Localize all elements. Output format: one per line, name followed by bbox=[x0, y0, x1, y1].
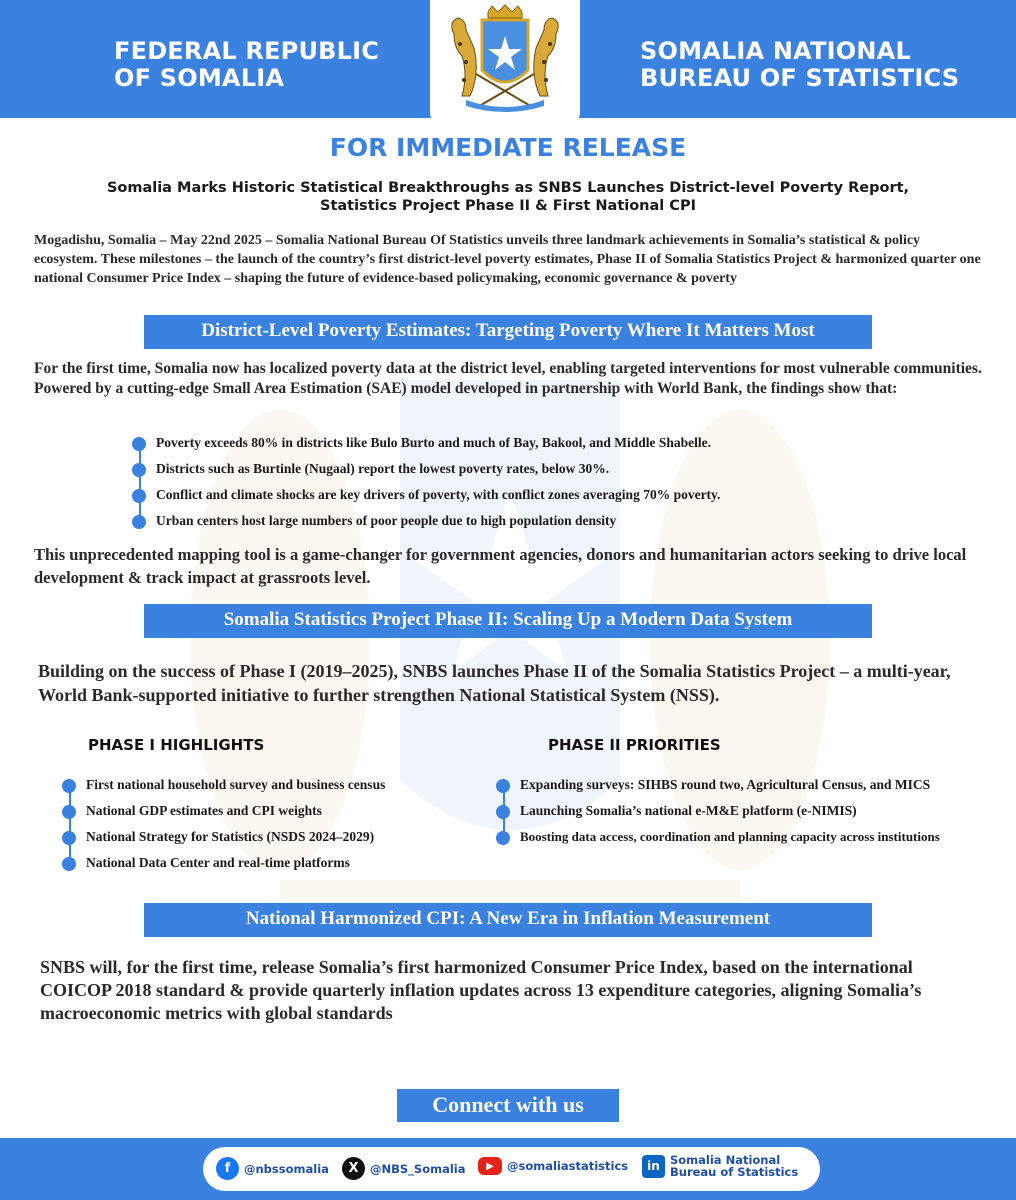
phase1-heading: PHASE I HIGHLIGHTS bbox=[88, 736, 265, 754]
youtube-handle: @somaliastatistics bbox=[507, 1159, 629, 1173]
bullet-text: First national household survey and business census bbox=[86, 777, 386, 792]
linkedin-name bbox=[670, 1154, 798, 1178]
section1-title: District-Level Poverty Estimates: Targeting Poverty Where It Matters Most bbox=[144, 315, 872, 349]
linkedin-icon: in bbox=[642, 1155, 665, 1178]
header-left-line2: OF SOMALIA bbox=[114, 64, 285, 92]
bullet-text: Launching Somalia’s national e-M&E platform (e-NIMIS) bbox=[520, 803, 857, 818]
bullet-text: Urban centers host large numbers of poor people due to high population density bbox=[156, 513, 617, 528]
youtube-link[interactable] bbox=[478, 1157, 628, 1175]
bullet-dot-icon bbox=[132, 515, 146, 529]
youtube-icon: ▶ bbox=[478, 1157, 502, 1175]
phase2-heading: PHASE II PRIORITIES bbox=[548, 736, 721, 754]
facebook-handle: @nbssomalia bbox=[244, 1161, 329, 1176]
section2-paragraph: Building on the success of Phase I (2019–2025), SNBS launches Phase II of the Somalia Statistics Project – a multi-year, World Bank-supported initiative to further strengthen National Statistical System (NSS). bbox=[38, 661, 951, 705]
list-item bbox=[132, 508, 952, 534]
list-item bbox=[132, 430, 952, 456]
bullet-text: Expanding surveys: SIHBS round two, Agricultural Census, and MICS bbox=[520, 777, 931, 792]
section1-closing: This unprecedented mapping tool is a game-changer for government agencies, donors and humanitarian actors seeking to drive local development & track impact at grassroots level. bbox=[34, 545, 967, 587]
header-right-title bbox=[640, 38, 959, 92]
section2-title: Somalia Statistics Project Phase II: Scaling Up a Modern Data System bbox=[144, 604, 872, 638]
section1-paragraph: For the first time, Somalia now has localized poverty data at the district level, enabling targeted interventions for most vulnerable communities. Powered by a cutting-edge Small Area Estimation (SAE) model developed in partnership with World Bank, the findings show that: bbox=[34, 360, 982, 397]
bullet-dot-icon bbox=[62, 831, 76, 845]
list-item bbox=[132, 482, 952, 508]
bullet-dot-icon bbox=[496, 779, 510, 793]
list-item bbox=[132, 456, 952, 482]
bullet-dot-icon bbox=[62, 805, 76, 819]
x-icon: X bbox=[342, 1157, 365, 1180]
header-right-line1: SOMALIA NATIONAL bbox=[640, 37, 911, 65]
list-item bbox=[62, 850, 482, 876]
linkedin-line2: Bureau of Statistics bbox=[670, 1165, 799, 1179]
headline-line1: Somalia Marks Historic Statistical Breakthroughs as SNBS Launches District-level Poverty Report, bbox=[106, 180, 910, 196]
list-item bbox=[496, 798, 1011, 824]
bullet-text: Poverty exceeds 80% in districts like Bulo Burto and much of Bay, Bakool, and Middle Shabelle. bbox=[156, 435, 712, 450]
list-item bbox=[62, 772, 482, 798]
bullet-text: Boosting data access, coordination and planning capacity across institutions bbox=[520, 829, 940, 844]
bullet-dot-icon bbox=[132, 437, 146, 451]
list-item bbox=[496, 772, 1011, 798]
section1-bullet-list bbox=[132, 430, 952, 534]
x-handle: @NBS_Somalia bbox=[370, 1161, 466, 1176]
bullet-dot-icon bbox=[132, 463, 146, 477]
header-right-line2: BUREAU OF STATISTICS bbox=[640, 64, 960, 92]
headline bbox=[60, 179, 956, 215]
bullet-dot-icon bbox=[62, 857, 76, 871]
release-title: FOR IMMEDIATE RELEASE bbox=[329, 133, 687, 162]
headline-line2: Statistics Project Phase II & First National CPI bbox=[320, 198, 696, 214]
bullet-text: National Strategy for Statistics (NSDS 2024–2029) bbox=[86, 829, 375, 844]
x-link[interactable] bbox=[342, 1157, 466, 1180]
linkedin-line1: Somalia National bbox=[670, 1153, 781, 1167]
section3-title: National Harmonized CPI: A New Era in Inflation Measurement bbox=[144, 903, 872, 937]
bullet-dot-icon bbox=[496, 831, 510, 845]
list-item bbox=[62, 824, 482, 850]
bullet-dot-icon bbox=[132, 489, 146, 503]
bullet-text: Districts such as Burtinle (Nugaal) report the lowest poverty rates, below 30%. bbox=[156, 461, 610, 476]
section3-paragraph: SNBS will, for the first time, release Somalia’s first harmonized Consumer Price Index, based on the international COICOP 2018 standard & provide quarterly inflation updates across 13 expenditure categories, aligning Somalia’s macroeconomic metrics with global standards bbox=[40, 957, 922, 1023]
header-left-title bbox=[114, 38, 379, 92]
bullet-text: National GDP estimates and CPI weights bbox=[86, 803, 322, 818]
phase1-list bbox=[62, 772, 482, 876]
bullet-dot-icon bbox=[496, 805, 510, 819]
list-item bbox=[62, 798, 482, 824]
connect-with-us-label: Connect with us bbox=[397, 1089, 619, 1122]
intro-paragraph: Mogadishu, Somalia – May 22nd 2025 – Somalia National Bureau Of Statistics unveils three landmark achievements in Somalia’s statistical & policy ecosystem. These milestones – the launch of the country’s first district-level poverty estimates, Phase II of Somalia Statistics Project & harmonized quarter one national Consumer Price Index – shaping the future of evidence-based policymaking, economic governance & poverty bbox=[34, 233, 981, 286]
linkedin-link[interactable] bbox=[642, 1154, 798, 1178]
coat-of-arms-emblem bbox=[440, 4, 570, 116]
phase2-list bbox=[496, 772, 1011, 850]
bullet-text: Conflict and climate shocks are key drivers of poverty, with conflict zones averaging 70% poverty. bbox=[156, 487, 721, 502]
facebook-link[interactable] bbox=[216, 1157, 329, 1180]
bullet-dot-icon bbox=[62, 779, 76, 793]
facebook-icon: f bbox=[216, 1157, 239, 1180]
header-left-line1: FEDERAL REPUBLIC bbox=[114, 37, 380, 65]
bullet-text: National Data Center and real-time platforms bbox=[86, 855, 350, 870]
list-item bbox=[496, 824, 1011, 850]
